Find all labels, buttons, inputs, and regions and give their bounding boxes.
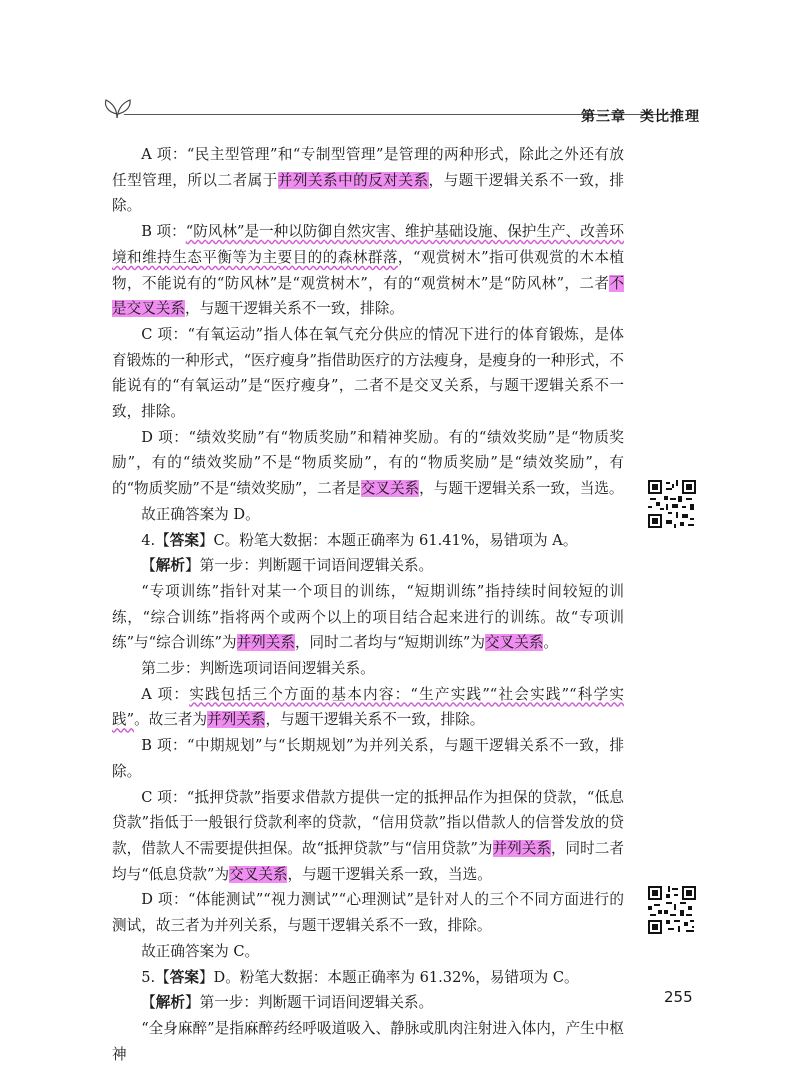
paragraph [112,965,624,991]
text-run: 】D。粉笔大数据：本题正确率为 61.32%，易错项为 C。 [198,968,579,986]
highlighted-term: 不是交叉关系 [112,274,624,318]
text-run: ，与题干逻辑关系一致，当选。 [287,865,492,883]
section-title: 类比推理 [640,109,700,125]
highlighted-term: 交叉关系 [360,480,420,498]
bold-label: 解析 [155,994,185,1012]
highlighted-term: 并列关系 [236,634,295,652]
text-run: ，同时二者均与“短期训练”为 [294,634,485,652]
text-run: ，与题干逻辑关系不一致，排除。 [265,711,485,729]
text-run: 4.【 [141,531,170,549]
qr-code-icon[interactable] [648,886,696,934]
paragraph [112,142,624,219]
page-header [100,92,700,128]
paragraph [112,939,624,965]
text-run: B 项：“中期规划”与“长期规划”为并列关系，与题干逻辑关系不一致，排除。 [112,737,624,780]
text-run: ，与题干逻辑关系一致，当选。 [419,480,624,498]
chapter-number: 第三章 [581,109,626,125]
paragraph [112,322,624,425]
paragraph [112,553,624,579]
text-run: C 项：“抵押贷款”指要求借款方提供一定的抵押品作为担保的贷款，“低息贷款”指低于一般银行贷款利率的贷款，“信用贷款”指以借款人的信誉发放的贷款，借款人不需要提供担保。故“抵押贷款”与“信用贷款”为 [112,788,624,857]
paragraph [112,425,624,502]
text-run: “专项训练”指针对某一个项目的训练，“短期训练”指持续时间较短的训练，“综合训练”指将两个或两个以上的项目结合起来进行的训练。故“专项训练”与“综合训练”为 [112,582,624,652]
text-run: 】第一步：判断题干词语间逻辑关系。 [185,557,434,575]
bold-label: 答案 [169,531,199,549]
text-run: 5.【 [141,968,170,986]
paragraph [112,990,624,1016]
underlined-text: “防风林”是一种以防御自然灾害、维护基础设施、保护生产、改善环境和维持生态平衡等为主要目的的森林群落 [112,223,624,266]
paragraph [112,502,624,528]
text-run: “全身麻醉”是指麻醉药经呼吸道吸入、静脉或肌肉注射进入体内，产生中枢神 [112,1019,624,1063]
text-run: 故正确答案为 C。 [141,942,260,960]
text-run: C 项：“有氧运动”指人体在氧气充分供应的情况下进行的体育锻炼，是体育锻炼的一种形式，“医疗瘦身”指借助医疗的方法瘦身，是瘦身的一种形式，不能说有的“有氧运动”是“医疗瘦身”，二者不是交叉关系，与题干逻辑关系不一致，排除。 [112,325,624,421]
bold-label: 答案 [169,968,199,986]
highlighted-term: 交叉关系 [485,634,544,652]
paragraph [112,733,624,784]
text-run: 。 [543,634,558,652]
text-run: 【 [141,557,156,575]
text-run: 第二步：判断选项词语间逻辑关系。 [141,660,375,678]
highlighted-term: 交叉关系 [229,865,288,883]
paragraph [112,219,624,322]
text-run: ，“观赏树木”指可供观赏的木本植物，不能说有的“防风林”是“观赏树木”，有的“观赏树木”是“防风林”，二者 [112,248,624,292]
text-run: A 项： [141,685,190,703]
text-run: ，与题干逻辑关系不一致，排除。 [112,171,624,215]
paragraph [112,579,624,656]
text-run: A 项：“民主型管理”和“专制型管理”是管理的两种形式，除此之外还有放任型管理，所以二者属于 [112,146,624,189]
chapter-title [581,106,700,126]
paragraph [112,682,624,733]
paragraph [112,1016,624,1067]
paragraph [112,887,624,938]
text-run: 】第一步：判断题干词语间逻辑关系。 [185,994,434,1012]
qr-code-icon[interactable] [648,480,696,528]
text-run: 。故三者为 [134,711,208,729]
text-run: B 项： [141,223,186,241]
text-run: D 项：“体能测试”“视力测试”“心理测试”是针对人的三个不同方面进行的测试，故三者为并列关系，与题干逻辑关系不一致，排除。 [112,891,624,935]
paragraph [112,785,624,888]
page-body [112,142,624,1067]
sprout-icon [100,94,134,120]
text-run: ，与题干逻辑关系不一致，排除。 [184,300,404,318]
highlighted-term: 并列关系中的反对关系 [277,171,429,189]
text-run: 故正确答案为 D。 [141,505,260,523]
highlighted-term: 并列关系 [207,711,266,729]
text-run: D 项：“绩效奖励”有“物质奖励”和精神奖励。有的“绩效奖励”是“物质奖励”，有的“绩效奖励”不是“物质奖励”，有的“物质奖励”是“绩效奖励”，有的“物质奖励”不是“绩效奖励”，二者是 [112,428,624,498]
text-run: ，同时二者均与“低息贷款”为 [112,839,624,883]
underlined-text: 实践包括三个方面的基本内容：“生产实践”“社会实践”“科学实践” [112,685,624,729]
bold-label: 解析 [155,557,185,575]
highlighted-term: 并列关系 [492,839,551,857]
text-run: 【 [141,994,156,1012]
paragraph [112,528,624,554]
page-number: 255 [664,988,693,1006]
paragraph [112,656,624,682]
text-run: 】C。粉笔大数据：本题正确率为 61.41%，易错项为 A。 [198,531,578,549]
